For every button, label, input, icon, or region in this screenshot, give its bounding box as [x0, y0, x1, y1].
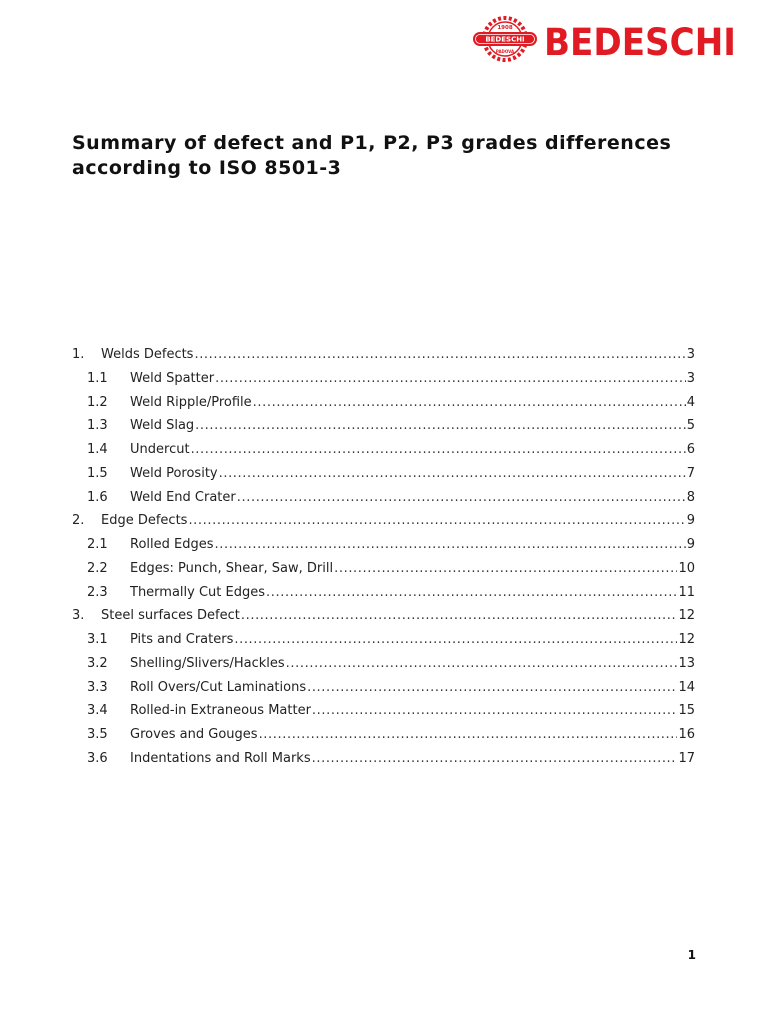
toc-subsection[interactable]	[72, 747, 695, 771]
toc-number: 3.2	[87, 655, 108, 671]
toc-label: Weld Spatter	[130, 370, 215, 386]
toc-subsection[interactable]	[72, 438, 695, 462]
toc-number: 3.4	[87, 703, 108, 719]
toc-page-number: 15	[678, 703, 695, 719]
toc-label: Welds Defects	[101, 347, 194, 362]
toc-page-number: 7	[686, 465, 695, 481]
toc-leader-dots	[237, 486, 686, 510]
toc-subsection[interactable]	[72, 414, 695, 438]
logo-wordmark: BEDESCHI	[544, 21, 736, 64]
toc-label: Weld End Crater	[130, 489, 236, 505]
toc-number: 1.1	[87, 370, 108, 386]
toc-label: Weld Slag	[130, 418, 195, 434]
toc-label: Weld Ripple/Profile	[130, 394, 252, 410]
toc-label: Roll Overs/Cut Laminations	[130, 679, 307, 695]
toc-number: 2.2	[87, 560, 108, 576]
toc-leader-dots	[286, 652, 678, 676]
toc-section[interactable]	[72, 604, 695, 628]
toc-subsection[interactable]	[72, 462, 695, 486]
toc-label: Thermally Cut Edges	[130, 584, 266, 600]
toc-page-number: 16	[678, 727, 695, 742]
document-title: Summary of defect and P1, P2, P3 grades differences according to ISO 8501-3	[72, 132, 672, 179]
toc-leader-dots	[307, 676, 677, 700]
toc-page-number: 11	[678, 584, 695, 600]
toc-leader-dots	[266, 581, 677, 605]
toc-number: 3.3	[87, 679, 108, 695]
toc-leader-dots	[241, 604, 678, 628]
toc-subsection[interactable]	[72, 723, 695, 747]
toc-page-number: 9	[686, 513, 695, 529]
toc-section[interactable]	[72, 343, 695, 367]
toc-label: Weld Porosity	[130, 465, 218, 481]
toc-page-number: 10	[678, 560, 695, 576]
toc-page-number: 8	[686, 489, 695, 505]
bedeschi-logo-graphic	[470, 14, 740, 64]
toc-page-number: 9	[686, 537, 695, 552]
table-of-contents	[72, 343, 695, 771]
toc-subsection[interactable]	[72, 699, 695, 723]
toc-label: Indentations and Roll Marks	[130, 750, 311, 766]
toc-page-number: 13	[678, 655, 695, 671]
toc-leader-dots	[194, 343, 685, 367]
toc-section[interactable]	[72, 509, 695, 533]
toc-leader-dots	[188, 509, 685, 533]
toc-number: 2.1	[87, 537, 108, 552]
toc-subsection[interactable]	[72, 486, 695, 510]
toc-page-number: 12	[678, 632, 695, 647]
toc-page-number: 6	[686, 442, 695, 457]
toc-leader-dots	[334, 557, 677, 581]
toc-leader-dots	[234, 628, 677, 652]
toc-number: 2.3	[87, 584, 108, 600]
toc-subsection[interactable]	[72, 557, 695, 581]
toc-leader-dots	[215, 533, 686, 557]
toc-subsection[interactable]	[72, 628, 695, 652]
toc-leader-dots	[259, 723, 678, 747]
seal-city: PADOVA	[495, 49, 515, 54]
toc-subsection[interactable]	[72, 581, 695, 605]
seal-name: BEDESCHI	[485, 35, 525, 44]
toc-subsection[interactable]	[72, 533, 695, 557]
toc-page-number: 12	[678, 608, 695, 624]
toc-label: Edge Defects	[101, 513, 188, 529]
toc-number: 1.	[72, 347, 85, 362]
toc-number: 3.1	[87, 632, 108, 647]
toc-number: 1.6	[87, 489, 108, 505]
toc-subsection[interactable]	[72, 676, 695, 700]
toc-leader-dots	[195, 414, 686, 438]
toc-page-number: 4	[686, 394, 695, 410]
bedeschi-logo	[470, 14, 740, 64]
toc-label: Pits and Craters	[130, 632, 234, 647]
toc-number: 3.5	[87, 727, 108, 742]
toc-label: Rolled-in Extraneous Matter	[130, 703, 311, 719]
toc-leader-dots	[312, 747, 678, 771]
toc-label: Groves and Gouges	[130, 727, 258, 742]
toc-label: Rolled Edges	[130, 537, 214, 552]
toc-subsection[interactable]	[72, 391, 695, 415]
toc-number: 1.5	[87, 465, 108, 481]
toc-number: 1.3	[87, 418, 108, 434]
toc-page-number: 5	[686, 418, 695, 434]
toc-subsection[interactable]	[72, 367, 695, 391]
toc-leader-dots	[219, 462, 686, 486]
gear-seal-icon	[473, 18, 537, 60]
toc-label: Undercut	[130, 442, 190, 457]
toc-page-number: 3	[686, 347, 695, 362]
toc-leader-dots	[312, 699, 678, 723]
toc-number: 2.	[72, 513, 85, 529]
page-number: 1	[687, 948, 696, 962]
toc-label: Shelling/Slivers/Hackles	[130, 655, 285, 671]
toc-page-number: 3	[686, 370, 695, 386]
toc-label: Edges: Punch, Shear, Saw, Drill	[130, 560, 334, 576]
toc-leader-dots	[253, 391, 686, 415]
toc-leader-dots	[215, 367, 686, 391]
toc-number: 3.	[72, 608, 85, 624]
toc-leader-dots	[191, 438, 686, 462]
toc-number: 3.6	[87, 750, 108, 766]
toc-subsection[interactable]	[72, 652, 695, 676]
toc-number: 1.4	[87, 442, 108, 457]
toc-page-number: 17	[678, 750, 695, 766]
toc-number: 1.2	[87, 394, 108, 410]
toc-page-number: 14	[678, 679, 695, 695]
seal-year: 1908	[497, 25, 513, 31]
toc-label: Steel surfaces Defect	[101, 608, 240, 624]
